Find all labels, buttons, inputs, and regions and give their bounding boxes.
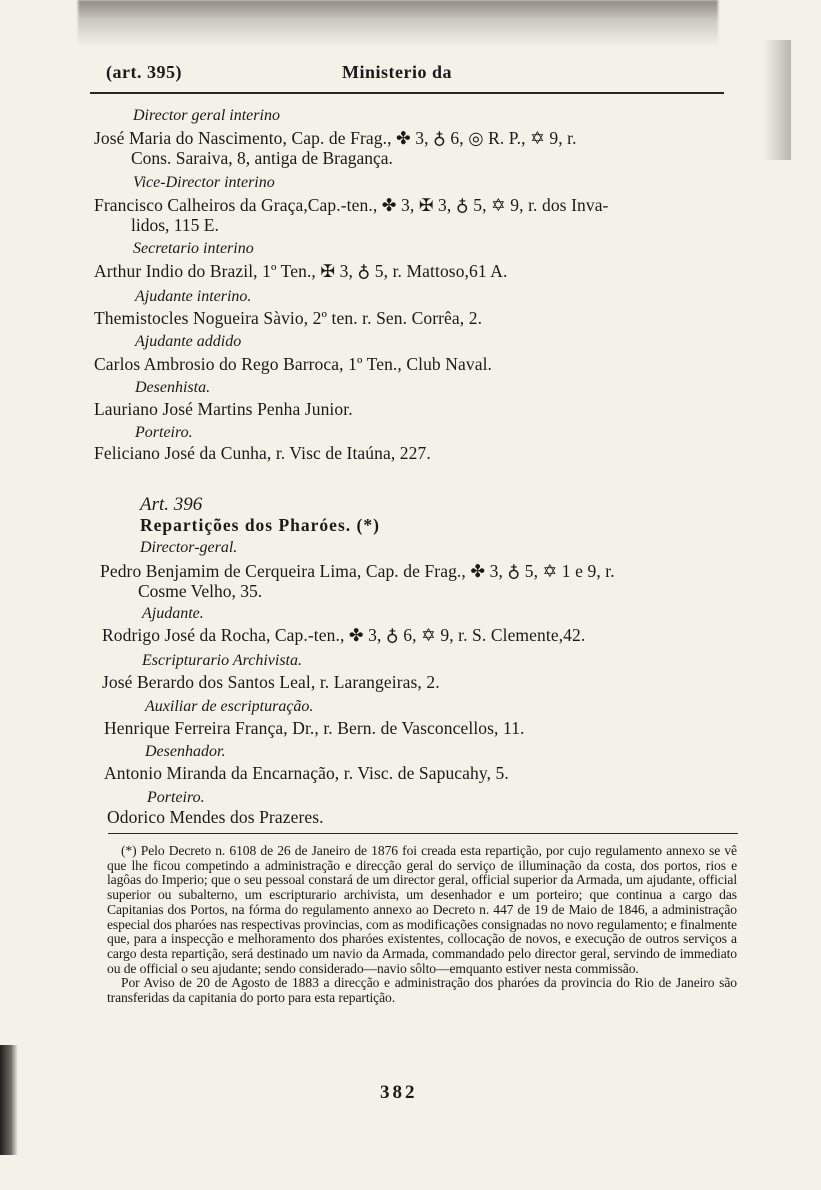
role-director-geral-interino: Director geral interino [133,107,280,124]
entry-line: Lauriano José Martins Penha Junior. [94,399,353,419]
entry-line: Rodrigo José da Rocha, Cap.-ten., ✤ 3, ♁ 6, ✡ 9, r. S. Clemente,42. [102,625,586,645]
footnote-rule [108,833,738,834]
entry-line: Feliciano José da Cunha, r. Visc de Itaúna, 227. [94,443,431,463]
entry-line: Odorico Mendes dos Prazeres. [107,807,324,827]
role-vice-director: Vice-Director interino [133,174,275,191]
running-header [92,62,724,88]
entry-line: Pedro Benjamim de Cerqueira Lima, Cap. de Frag., ✤ 3, ♁ 5, ✡ 1 e 9, r. [100,561,615,581]
footnote-paragraph: Por Aviso de 20 de Agosto de 1883 a direcção e administração dos pharóes da provincia do Rio de Janeiro são transferidas da capitania do porto para esta repartição. [107,975,737,1006]
entry-line: José Maria do Nascimento, Cap. de Frag., ✤ 3, ♁ 6, ◎ R. P., ✡ 9, r. [94,128,577,148]
header-title: Ministerio da [342,62,452,82]
scan-smudge [78,0,718,46]
entry-line: Cons. Saraiva, 8, antiga de Bragança. [131,148,393,168]
scan-edge [0,1045,18,1155]
entry-line: Francisco Calheiros da Graça,Cap.-ten., ✤ 3, ✠ 3, ♁ 5, ✡ 9, r. dos Inva- [94,195,609,215]
entry-line: Antonio Miranda da Encarnação, r. Visc. de Sapucahy, 5. [104,763,509,783]
role-auxiliar: Auxiliar de escripturação. [145,698,314,715]
page-number: 382 [380,1082,418,1103]
role-ajudante: Ajudante. [142,605,204,622]
article-396-title: Repartições dos Pharóes. (*) [140,515,380,535]
footnote [107,844,737,1006]
role-escripturario: Escripturario Archivista. [142,652,302,669]
entry-line: Arthur Indio do Brazil, 1º Ten., ✠ 3, ♁ 5, r. Mattoso,61 A. [94,261,508,281]
header-rule [90,92,724,94]
scan-smudge-right [763,40,791,160]
role-desenhista: Desenhista. [135,379,211,396]
role-porteiro-396: Porteiro. [147,789,205,806]
entry-line: Cosme Velho, 35. [138,581,263,601]
role-director-geral: Director-geral. [140,539,238,556]
role-porteiro: Porteiro. [135,424,193,441]
role-desenhador: Desenhador. [145,743,226,760]
role-secretario: Secretario interino [133,240,254,257]
entry-line: Themistocles Nogueira Sàvio, 2º ten. r. Sen. Corrêa, 2. [94,308,483,328]
entry-line: Henrique Ferreira França, Dr., r. Bern. de Vasconcellos, 11. [104,718,525,738]
role-ajudante-interino: Ajudante interino. [135,288,252,305]
entry-line: Carlos Ambrosio do Rego Barroca, 1º Ten., Club Naval. [94,354,493,374]
entry-line: José Berardo dos Santos Leal, r. Larangeiras, 2. [102,672,440,692]
footnote-paragraph: (*) Pelo Decreto n. 6108 de 26 de Janeiro de 1876 foi creada esta repartição, por cujo regulamento annexo se vê que lhe ficou competindo a administração e direcção geral do serviço de illuminação da costa, dos portos, rios e lagôas do Imperio; que o seu pessoal constará de um director geral, official superior da Armada, um ajudante, official superior ou subalterno, um escripturario archivista, um desenhador e um porteiro; que continua a cargo das Capitanias dos Portos, na fórma do regulamento annexo ao Decreto n. 447 de 19 de Maio de 1846, a administração especial dos pharóes nas respectivas provincias, com as modificações consignadas no novo regulamento; e finalmente que, para a inspecção e melhoramento dos pharóes existentes, collocação de novos, e execução de outros serviços a cargo desta repartição, será destinado um navio da Armada, commandado pelo director geral, servindo de immediato ou de official o seu ajudante; sendo considerado—navio sôlto—emquanto estiver nesta commissão. [107,843,737,976]
article-396-label: Art. 396 [140,494,203,515]
entry-line: lidos, 115 E. [131,215,219,235]
role-ajudante-addido: Ajudante addido [135,333,242,350]
header-article: (art. 395) [106,62,182,82]
